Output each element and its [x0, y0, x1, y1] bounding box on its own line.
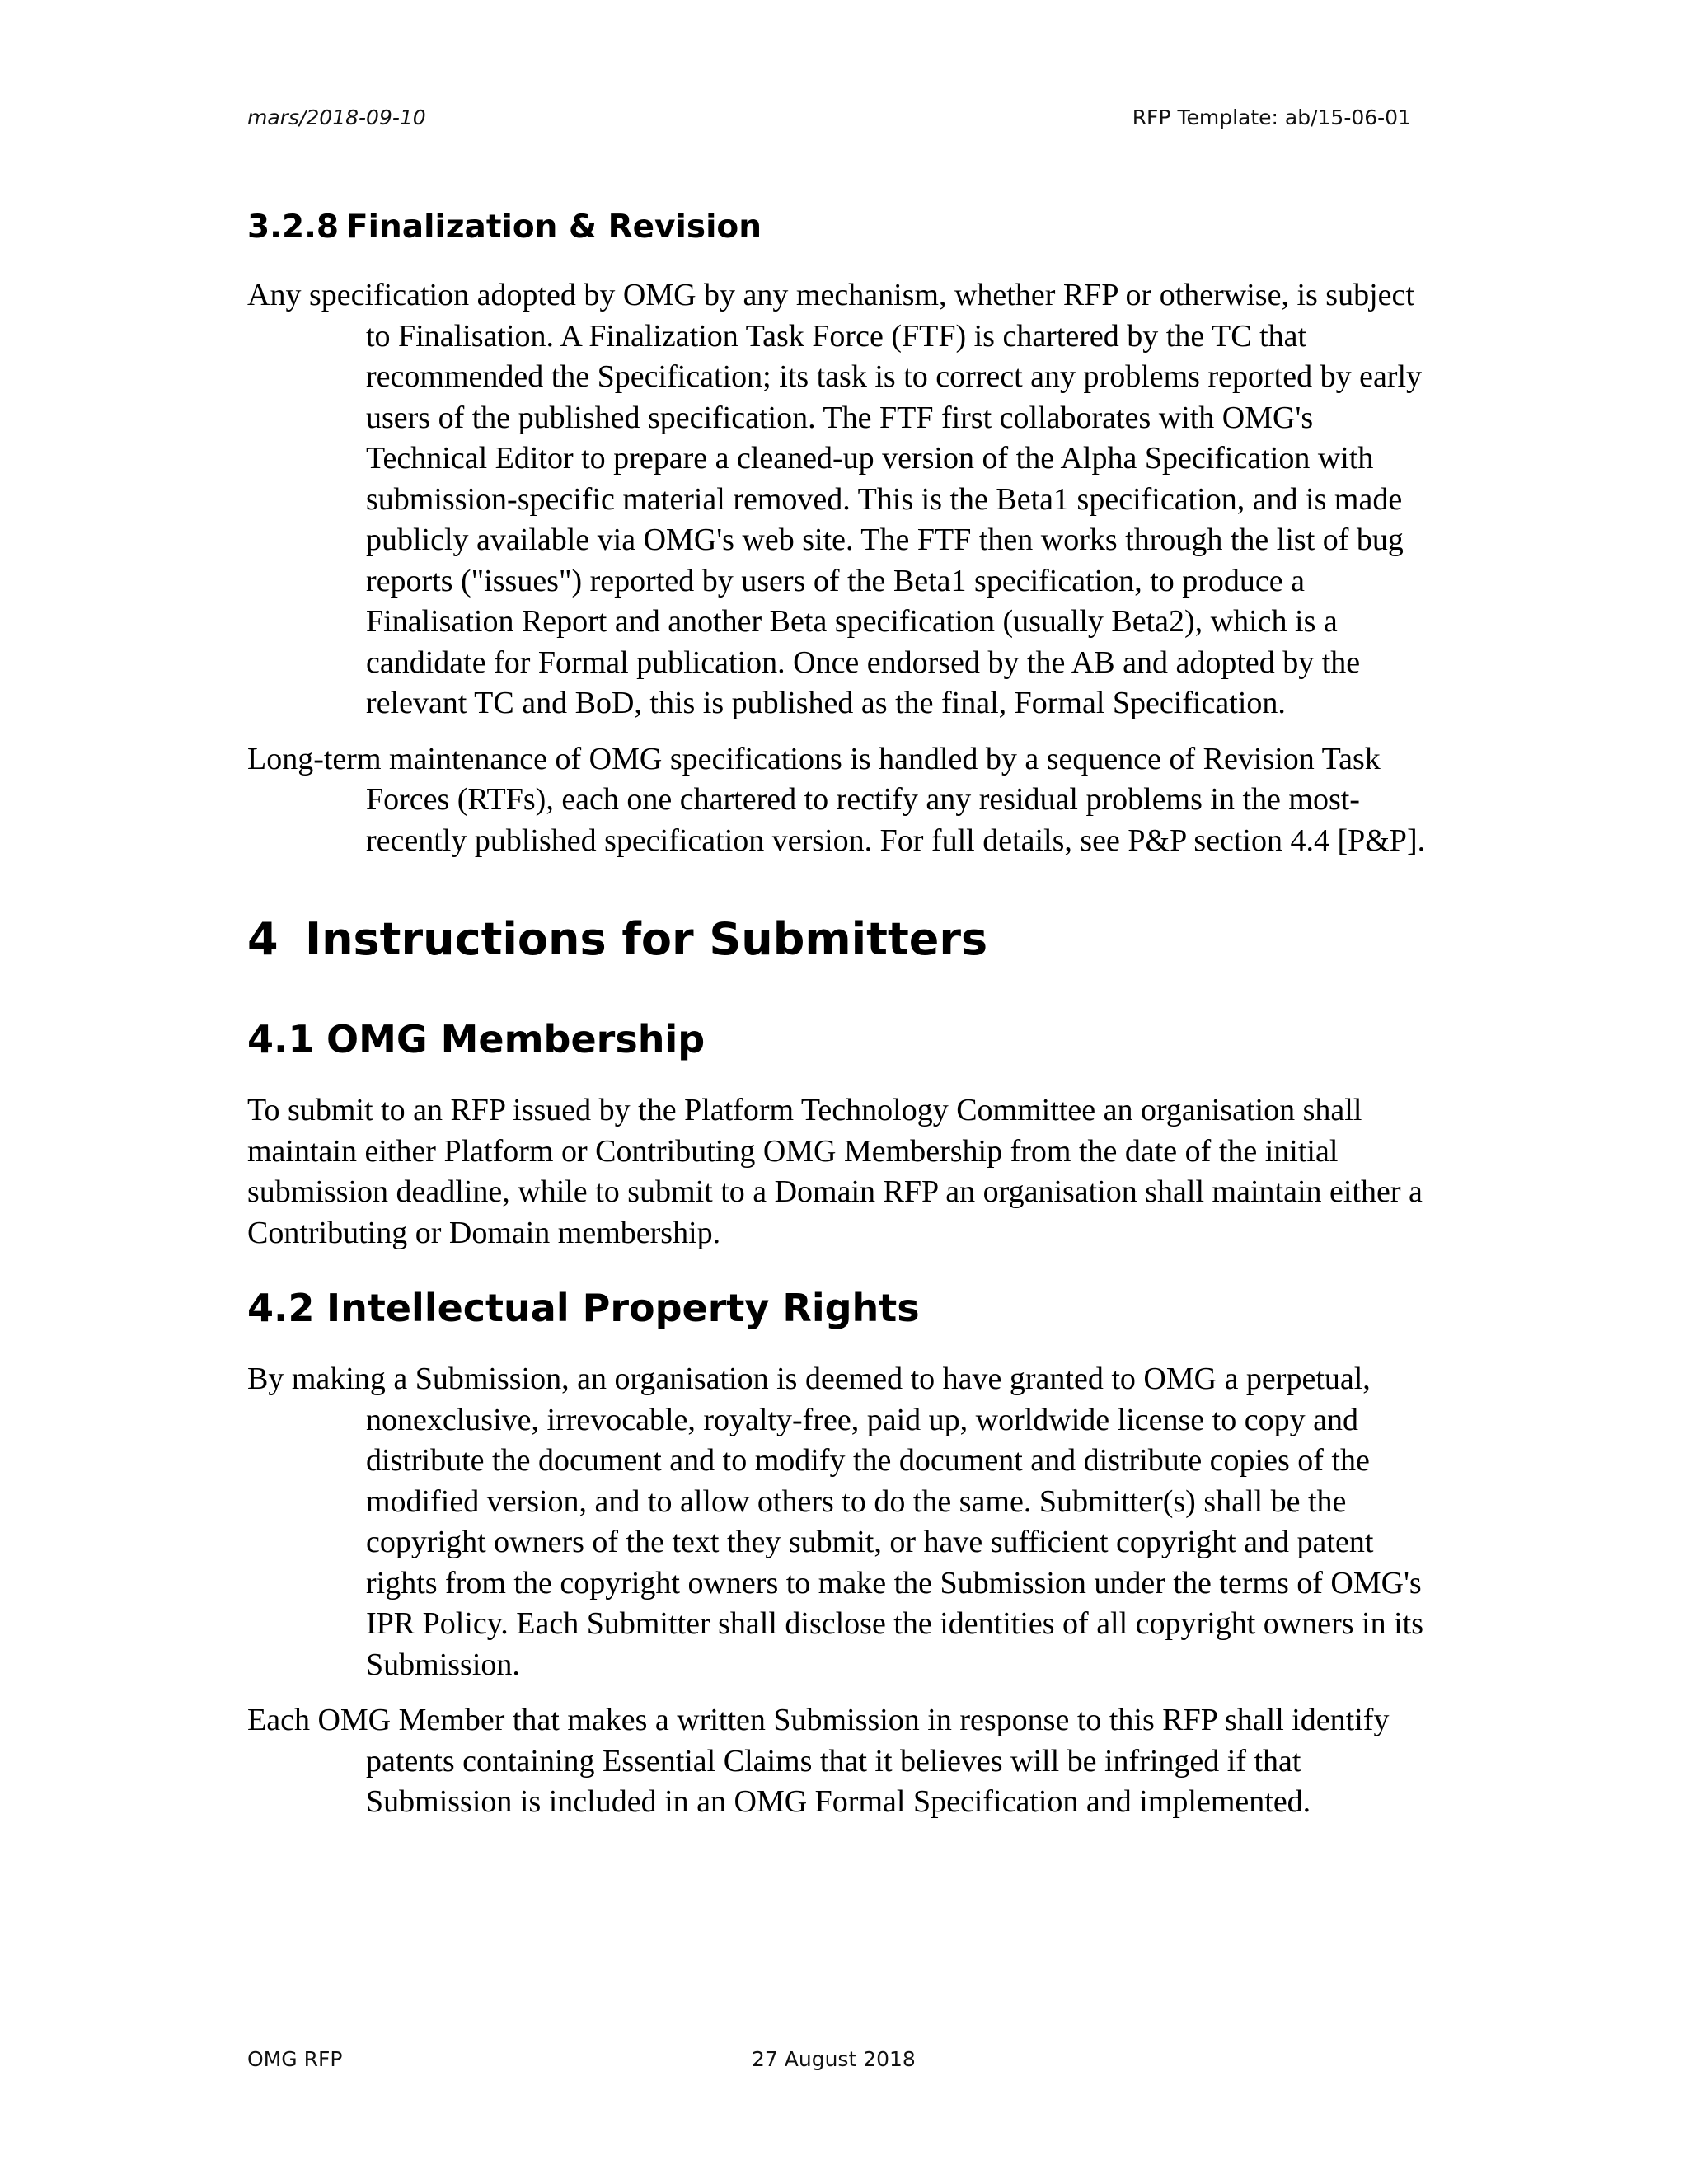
footer-date: 27 August 2018	[752, 2047, 916, 2071]
heading-title: OMG Membership	[326, 1017, 706, 1062]
heading-title: Instructions for Submitters	[305, 913, 988, 965]
heading-title: Finalization & Revision	[346, 209, 762, 246]
footer-document-name: OMG RFP	[247, 2047, 343, 2071]
page-content	[247, 204, 1434, 1838]
heading-3-2-8	[247, 204, 1434, 251]
paragraph-membership: To submit to an RFP issued by the Platform Technology Committee an organisation shall maintain either Platform or Contributing OMG Membership from the date of the initial submission deadline, while to submit to a Domain RFP an organisation shall maintain either a Contributing or Domain membership.	[247, 1093, 1423, 1250]
heading-title: Intellectual Property Rights	[326, 1286, 920, 1330]
heading-number: 4.1	[247, 1017, 315, 1062]
paragraph-finalization: Any specification adopted by OMG by any mechanism, whether RFP or otherwise, is subject to Finalisation. A Finalization Task Force (FTF) is chartered by the TC that recommended the Specification; its task is to correct any problems reported by early users of the published specification. The FTF first collaborates with OMG's Technical Editor to prepare a cleaned-up version of the Alpha Specification with submission-specific material removed. This is the Beta1 specification, and is made publicly available via OMG's web site. The FTF then works through the list of bug reports ("issues") reported by users of the Beta1 specification, to produce a Finalisation Report and another Beta specification (usually Beta2), which is a candidate for Formal publication. Once endorsed by the AB and adopted by the relevant TC and BoD, this is published as the final, Formal Specification.	[247, 278, 1423, 720]
heading-4-1	[247, 1013, 1434, 1066]
paragraph-ipr-patents: Each OMG Member that makes a written Submission in response to this RFP shall identify patents containing Essential Claims that it believes will be infringed if that Submission is included in an OMG Formal Specification and implemented.	[247, 1703, 1390, 1819]
header-template-id: RFP Template: ab/15-06-01	[1132, 105, 1411, 129]
heading-number: 4	[247, 913, 279, 965]
paragraph-revision: Long-term maintenance of OMG specifications is handled by a sequence of Revision Task Forces (RTFs), each one chartered to rectify any residual problems in the most-recently published specification version. For full details, see P&P section 4.4 [P&P].	[247, 741, 1426, 858]
paragraph-ipr-license: By making a Submission, an organisation is deemed to have granted to OMG a perpetual, nonexclusive, irrevocable, royalty-free, paid up, worldwide license to copy and distribute the document and to modify the document and distribute copies of the modified version, and to allow others to do the same. Submitter(s) shall be the copyright owners of the text they submit, or have sufficient copyright and patent rights from the copyright owners to make the Submission under the terms of OMG's IPR Policy. Each Submitter shall disclose the identities of all copyright owners in its Submission.	[247, 1361, 1424, 1682]
heading-4-2	[247, 1282, 1434, 1334]
heading-number: 3.2.8	[247, 209, 340, 246]
heading-4	[247, 909, 1434, 970]
header-document-id: mars/2018-09-10	[247, 105, 426, 129]
heading-number: 4.2	[247, 1286, 315, 1330]
